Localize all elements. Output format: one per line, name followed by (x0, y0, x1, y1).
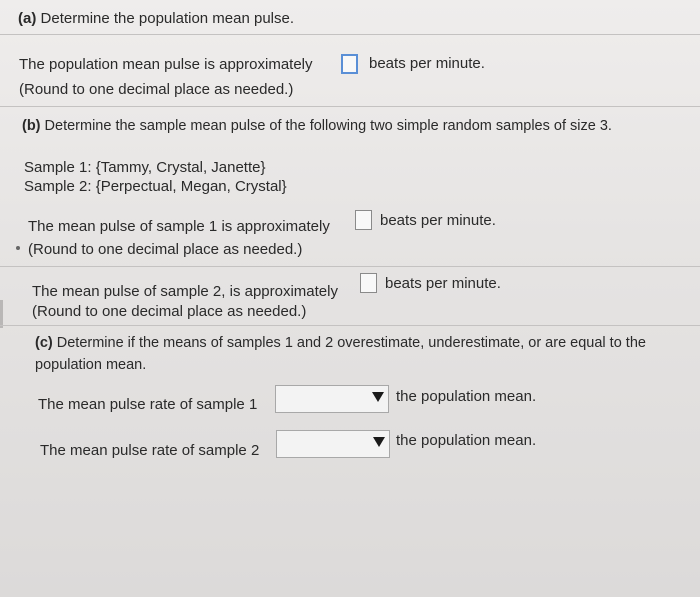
bullet-dot (16, 246, 20, 250)
part-a-heading (18, 10, 294, 28)
sample-2-rounding-note: (Round to one decimal place as needed.) (32, 303, 307, 320)
sample-1-comparison-after: the population mean. (396, 388, 537, 405)
sample-2-comparison-after: the population mean. (396, 432, 537, 449)
part-a-heading-text: Determine the population mean pulse. (40, 10, 295, 27)
sample-2-comparison-dropdown[interactable] (276, 430, 390, 458)
part-b-heading (22, 117, 612, 135)
part-b-label: (b) (22, 118, 41, 134)
part-c-label: (c) (35, 335, 53, 351)
section-divider (0, 34, 700, 35)
sample-1-mean-after: beats per minute. (380, 212, 496, 229)
part-a-rounding-note: (Round to one decimal place as needed.) (19, 81, 294, 98)
part-b-heading-text: Determine the sample mean pulse of the following two simple random samples of size 3. (44, 118, 612, 134)
section-divider (0, 106, 700, 107)
sample-2-comparison-label: The mean pulse rate of sample 2 (40, 442, 260, 459)
sample-1-rounding-note: (Round to one decimal place as needed.) (28, 241, 303, 258)
section-divider (0, 325, 700, 326)
part-a-sentence-after: beats per minute. (369, 55, 485, 72)
sample-1-comparison-label: The mean pulse rate of sample 1 (38, 396, 258, 413)
sample-1-mean-before: The mean pulse of sample 1 is approximately (28, 218, 330, 235)
part-a-label: (a) (18, 10, 37, 27)
sample-2-mean-before: The mean pulse of sample 2, is approximately (32, 283, 338, 300)
population-mean-answer-box[interactable] (341, 54, 358, 74)
sample-2-mean-answer-box[interactable] (360, 273, 377, 293)
part-c-heading-line-1 (35, 334, 646, 352)
sample-2-members: Sample 2: {Perpectual, Megan, Crystal} (24, 178, 287, 195)
section-divider (0, 266, 700, 267)
sample-1-comparison-dropdown[interactable] (275, 385, 389, 413)
sample-2-mean-after: beats per minute. (385, 275, 501, 292)
left-panel-edge (0, 300, 3, 328)
dropdown-arrow-icon (372, 392, 384, 402)
dropdown-arrow-icon (373, 437, 385, 447)
sample-1-mean-answer-box[interactable] (355, 210, 372, 230)
part-c-heading-text: Determine if the means of samples 1 and 2 overestimate, underestimate, or are equal to the (56, 335, 646, 351)
part-a-sentence-before: The population mean pulse is approximately (19, 56, 313, 73)
part-c-heading-line-2: population mean. (35, 357, 147, 373)
sample-1-members: Sample 1: {Tammy, Crystal, Janette} (24, 159, 266, 176)
